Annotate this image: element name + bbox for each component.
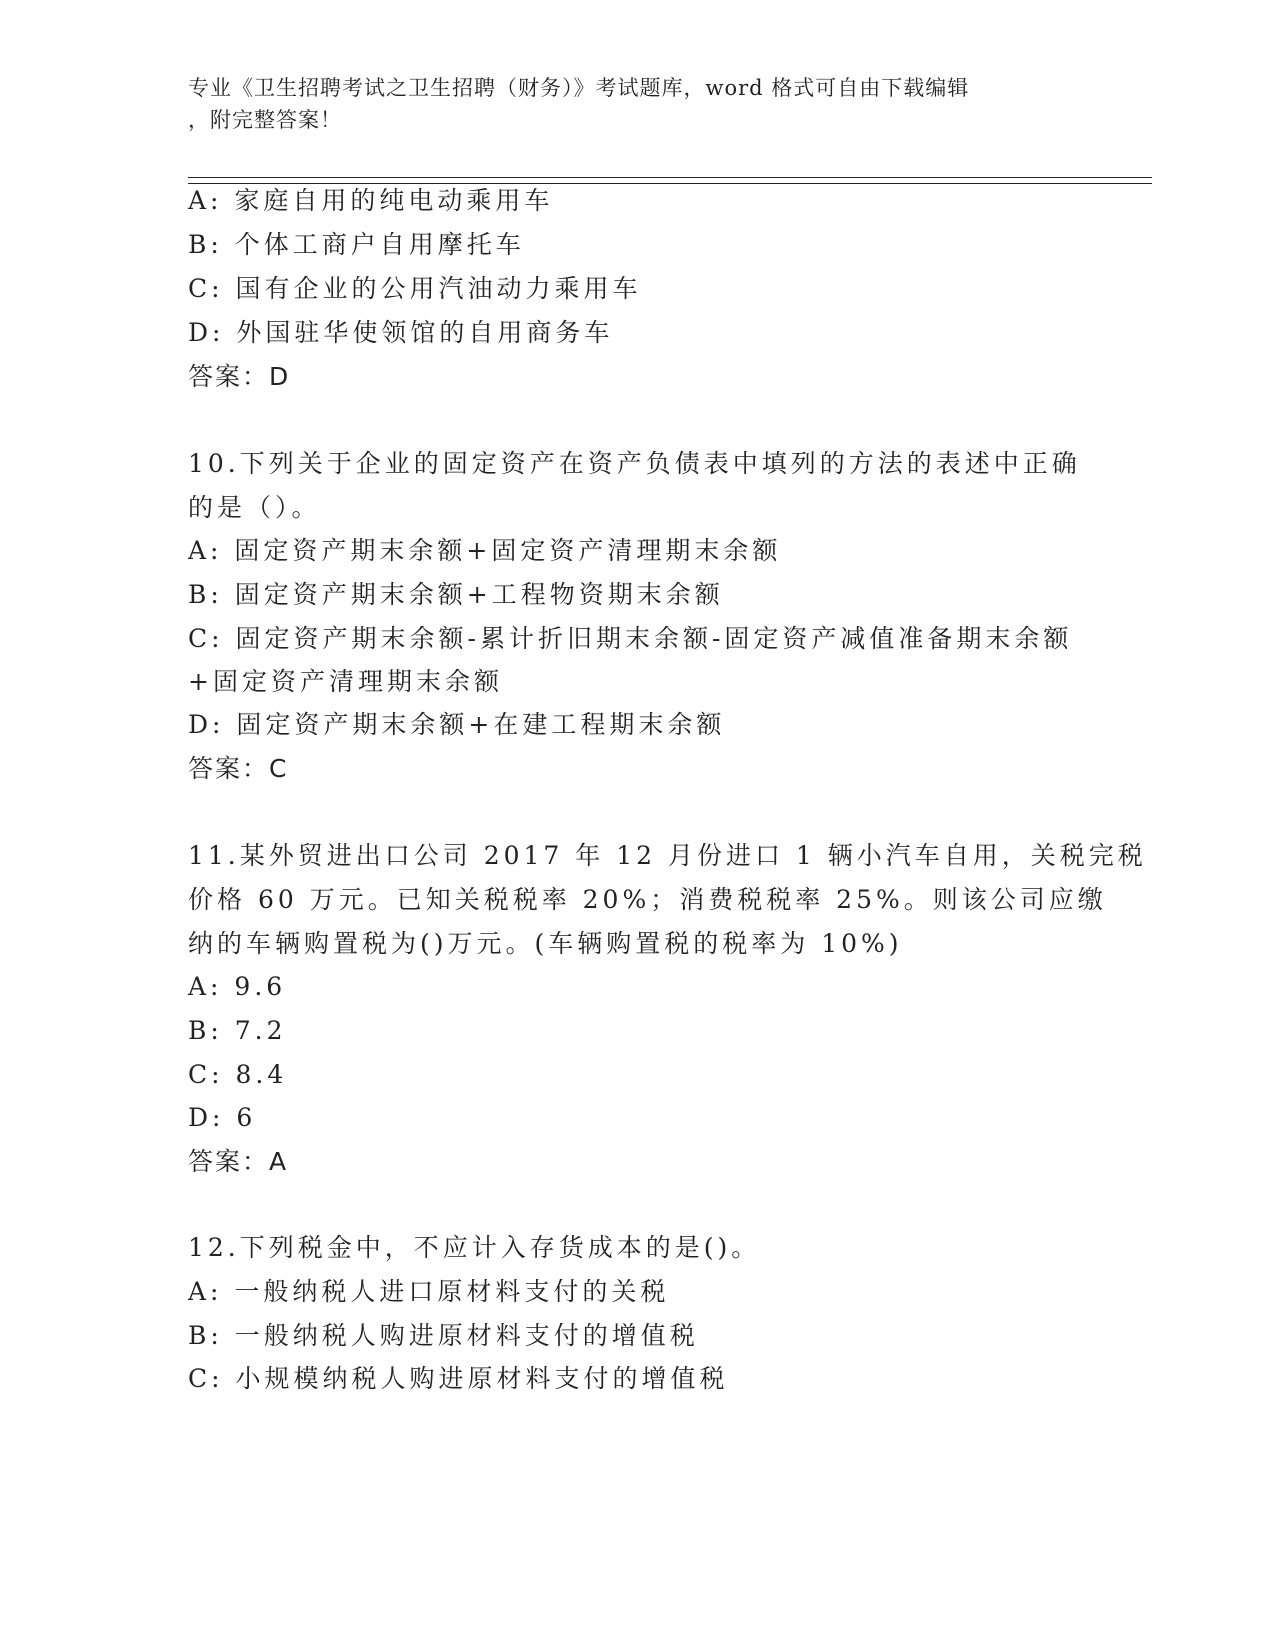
q11-stem-line-3: 纳的车辆购置税为()万元。(车辆购置税的税率为 10%) bbox=[188, 929, 903, 958]
q10-stem-line-2: 的是（）。 bbox=[188, 493, 321, 522]
q11-answer: 答案：A bbox=[188, 1147, 289, 1176]
q9-option-c: C: 国有企业的公用汽油动力乘用车 bbox=[188, 274, 642, 303]
document-header bbox=[188, 72, 1088, 136]
q10-option-b: B: 固定资产期末余额+工程物资期末余额 bbox=[188, 580, 724, 609]
header-divider bbox=[188, 177, 1152, 184]
q11-option-b: B: 7.2 bbox=[188, 1016, 287, 1045]
q10-option-c-line-2: +固定资产清理期末余额 bbox=[188, 667, 503, 696]
q10-stem-line-1: 10.下列关于企业的固定资产在资产负债表中填列的方法的表述中正确 bbox=[188, 449, 1081, 478]
q12-option-c: C: 小规模纳税人购进原材料支付的增值税 bbox=[188, 1364, 729, 1393]
header-line-2: ，附完整答案！ bbox=[188, 108, 342, 132]
q11-option-c: C: 8.4 bbox=[188, 1060, 288, 1089]
q9-option-d: D: 外国驻华使领馆的自用商务车 bbox=[188, 318, 614, 347]
q11-stem-line-2: 价格 60 万元。已知关税税率 20%；消费税税率 25%。则该公司应缴 bbox=[188, 885, 1107, 914]
header-line-1: 专业《卫生招聘考试之卫生招聘（财务）》考试题库，word 格式可自由下载编辑 bbox=[188, 76, 970, 100]
q10-option-a: A: 固定资产期末余额+固定资产清理期末余额 bbox=[188, 536, 782, 565]
q10-answer: 答案：C bbox=[188, 754, 289, 783]
q12-option-a: A: 一般纳税人进口原材料支付的关税 bbox=[188, 1277, 670, 1306]
q9-option-a: A: 家庭自用的纯电动乘用车 bbox=[188, 186, 554, 215]
q10-option-d: D: 固定资产期末余额+在建工程期末余额 bbox=[188, 710, 726, 739]
q10-option-c-line-1: C: 固定资产期末余额-累计折旧期末余额-固定资产减值准备期末余额 bbox=[188, 624, 1073, 653]
q12-stem: 12.下列税金中，不应计入存货成本的是()。 bbox=[188, 1233, 761, 1262]
q9-option-b: B: 个体工商户自用摩托车 bbox=[188, 230, 525, 259]
q11-option-a: A: 9.6 bbox=[188, 972, 287, 1001]
q11-option-d: D: 6 bbox=[188, 1103, 257, 1132]
q9-answer: 答案：D bbox=[188, 362, 291, 391]
q11-stem-line-1: 11.某外贸进出口公司 2017 年 12 月份进口 1 辆小汽车自用，关税完税 bbox=[188, 841, 1147, 870]
q12-option-b: B: 一般纳税人购进原材料支付的增值税 bbox=[188, 1321, 699, 1350]
